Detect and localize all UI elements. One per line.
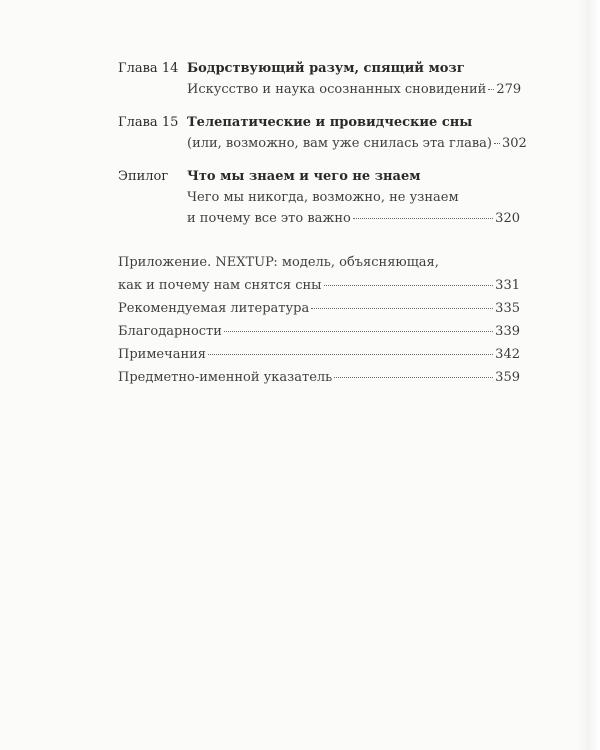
chapter-title: Что мы знаем и чего не знаем xyxy=(187,169,421,184)
page-number: 335 xyxy=(495,301,520,316)
chapter-title: Телепатические и провидческие сны xyxy=(187,115,473,130)
entry-title: Благодарности xyxy=(118,324,222,339)
toc-reading-entry xyxy=(118,297,520,320)
leader-dots xyxy=(324,284,494,286)
chapter-subtitle: Искусство и наука осознанных сновидений xyxy=(187,82,487,97)
toc-entry-line xyxy=(187,79,520,100)
toc-appendix-entry xyxy=(118,251,520,297)
chapter-label: Глава 15 xyxy=(118,115,179,130)
page-number: 302 xyxy=(502,136,527,151)
toc-chapter-15 xyxy=(118,112,527,154)
leader-dots xyxy=(208,353,493,355)
entry-title: Приложение. NEXTUP: модель, объясняющая, xyxy=(118,255,439,270)
chapter-subtitle: (или, возможно, вам уже снилась эта глава) xyxy=(187,136,492,151)
chapter-label: Эпилог xyxy=(118,169,169,184)
toc-epilogue xyxy=(118,166,520,229)
entry-title: Примечания xyxy=(118,347,207,362)
entry-title: Рекомендуемая литература xyxy=(118,301,310,316)
entry-title: как и почему нам снятся сны xyxy=(118,278,322,293)
page-number: 339 xyxy=(495,324,520,339)
chapter-subtitle: и почему все это важно xyxy=(187,211,351,226)
page-number: 331 xyxy=(495,278,520,293)
leader-dots xyxy=(353,217,493,219)
toc-chapter-14 xyxy=(118,58,520,100)
leader-dots xyxy=(488,88,494,90)
leader-dots xyxy=(224,330,493,332)
page-number: 342 xyxy=(495,347,520,362)
toc-index-entry xyxy=(118,366,520,389)
toc-entry-line xyxy=(187,133,527,154)
toc-entry-line xyxy=(118,366,520,389)
toc-entry-line xyxy=(118,274,520,297)
toc-acknowledgments-entry xyxy=(118,320,520,343)
toc-entry-line xyxy=(118,320,520,343)
chapter-subtitle: Чего мы никогда, возможно, не узнаем xyxy=(187,190,459,205)
toc-notes-entry xyxy=(118,343,520,366)
toc-entry-line xyxy=(118,297,520,320)
leader-dots xyxy=(311,307,493,309)
table-of-contents xyxy=(118,58,527,389)
toc-entry-line xyxy=(187,208,520,229)
entry-title: Предметно-именной указатель xyxy=(118,370,333,385)
chapter-label: Глава 14 xyxy=(118,61,179,76)
page-edge-shadow xyxy=(578,0,600,750)
page-number: 279 xyxy=(496,82,522,97)
page-number: 320 xyxy=(495,211,520,226)
page-number: 359 xyxy=(495,370,520,385)
toc-entry-line xyxy=(118,343,520,366)
leader-dots xyxy=(494,142,500,144)
toc-back-matter xyxy=(118,251,520,389)
leader-dots xyxy=(334,376,493,378)
chapter-title: Бодрствующий разум, спящий мозг xyxy=(187,61,465,76)
